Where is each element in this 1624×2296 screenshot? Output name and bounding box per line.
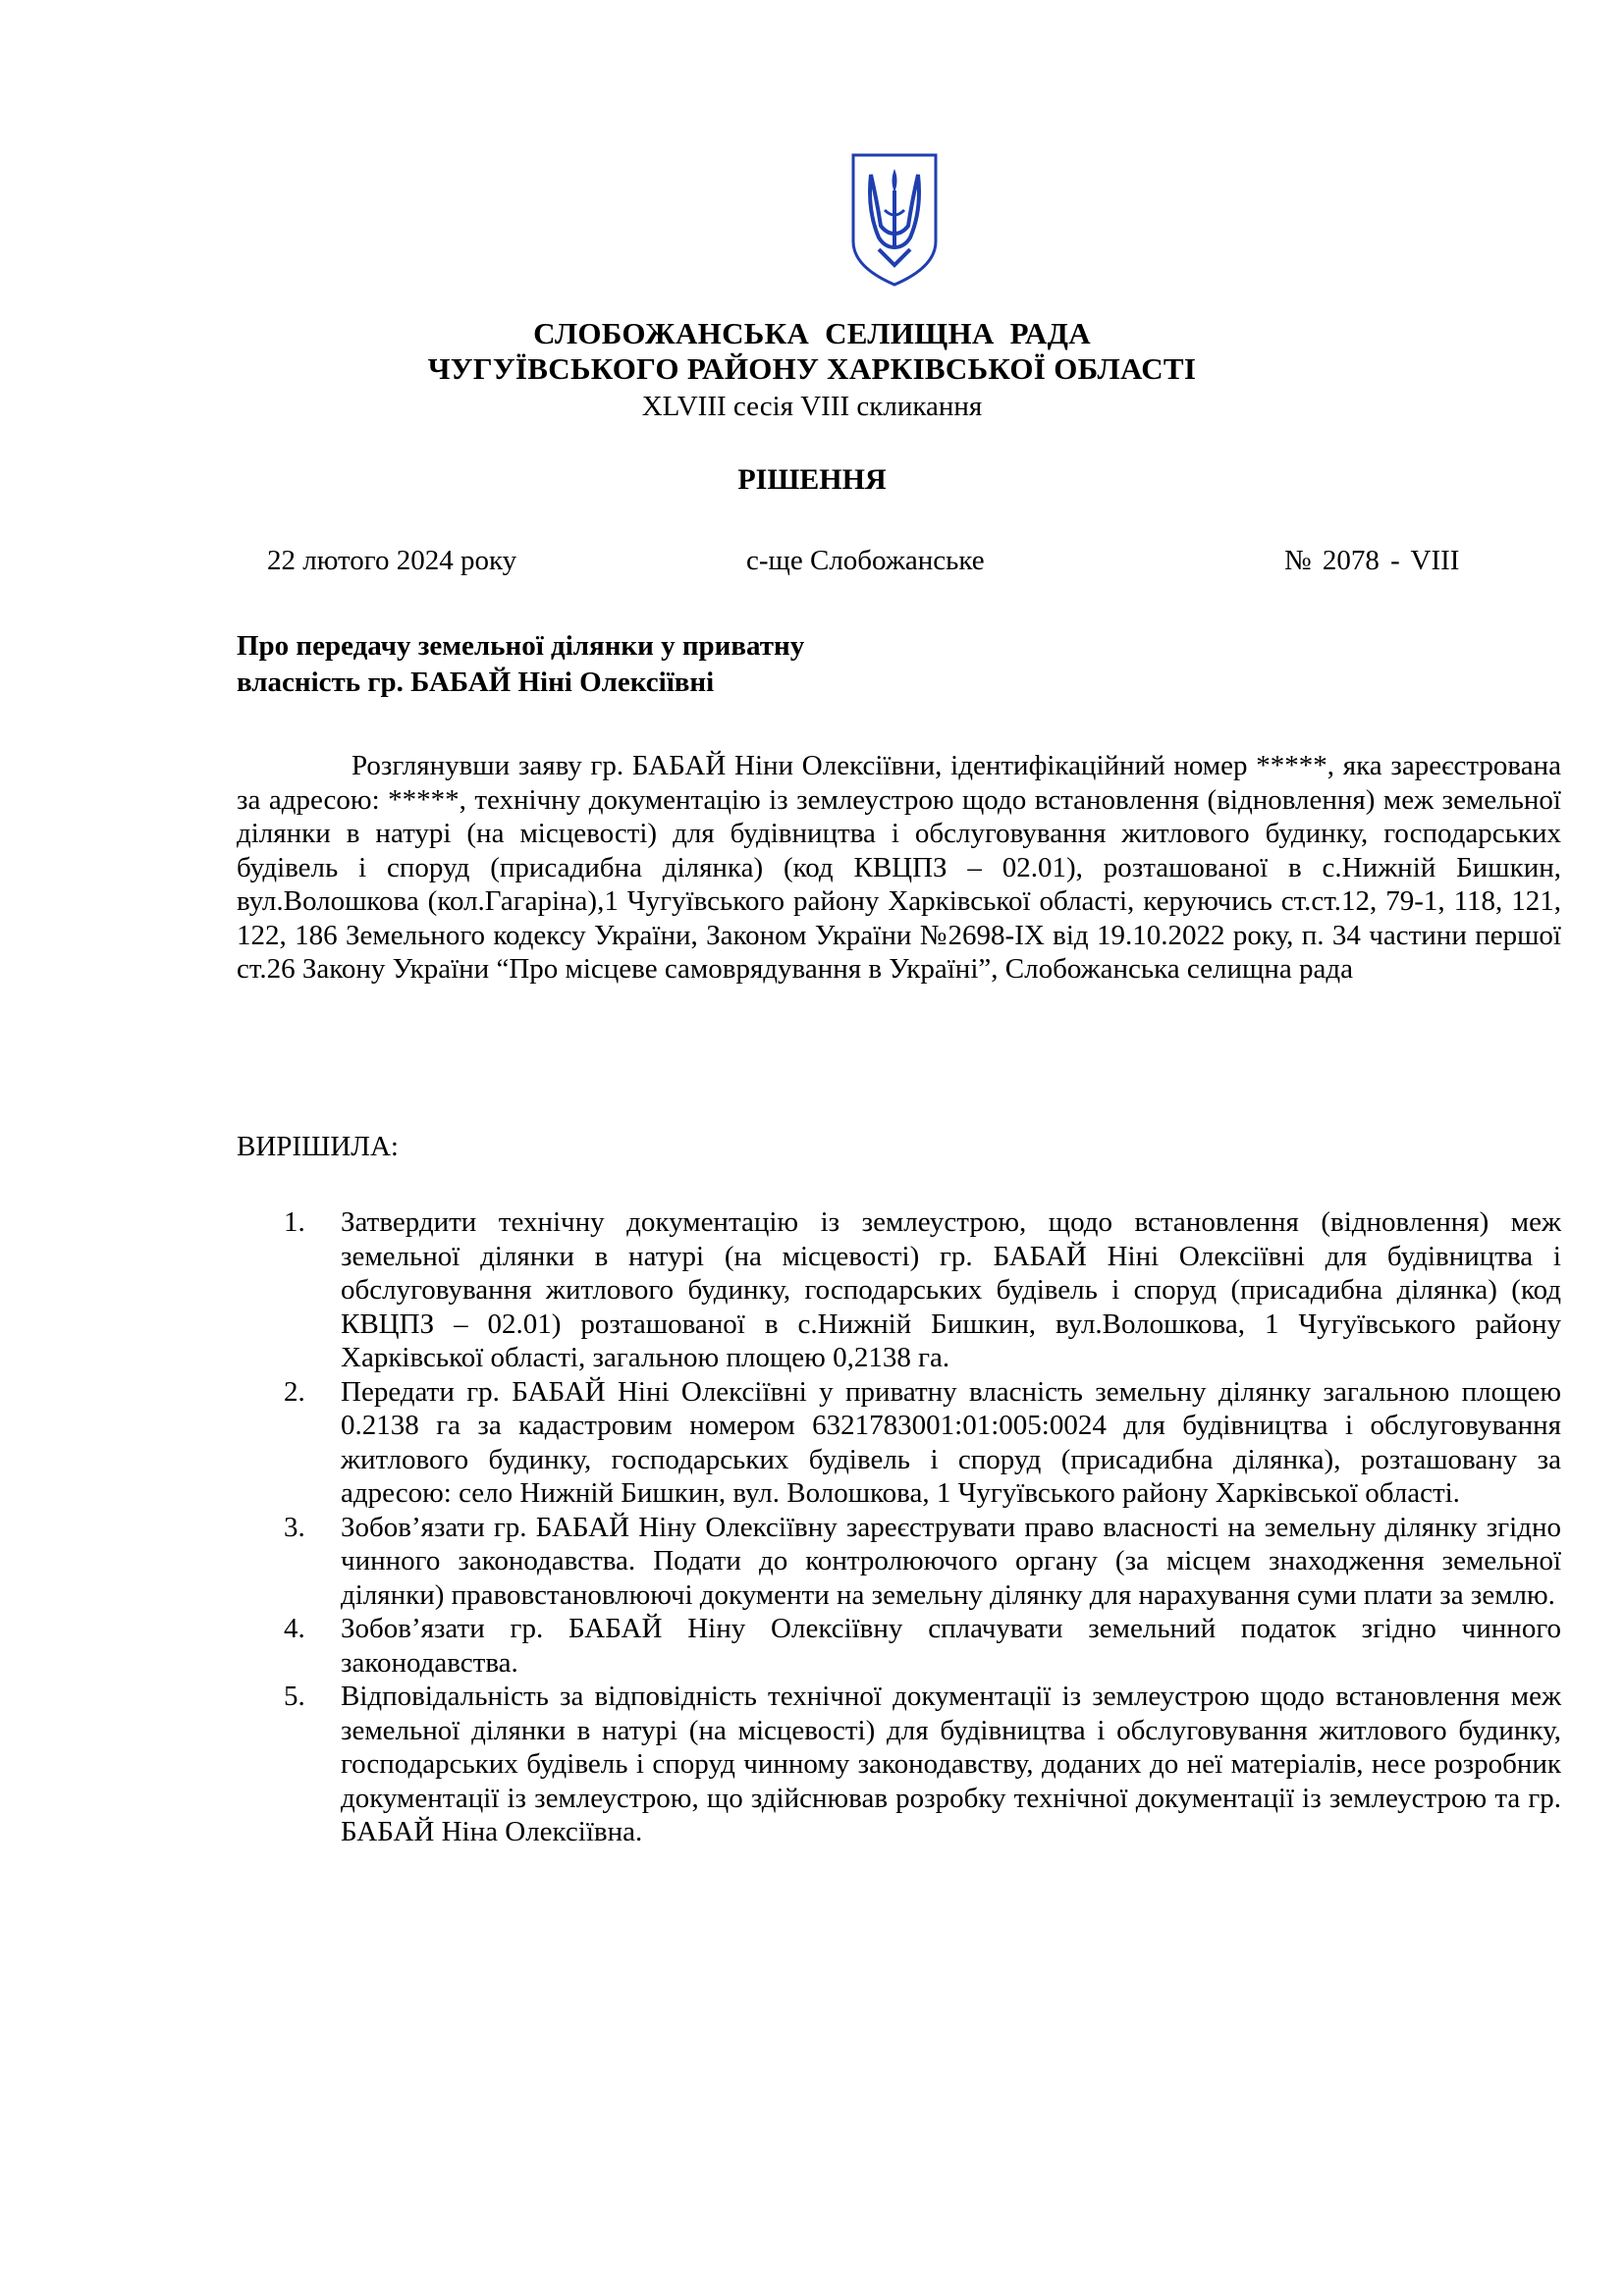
decision-number: № 2078 - VIII <box>1284 545 1460 576</box>
resolution-item <box>237 1205 1561 1375</box>
council-name: СЛОБОЖАНСЬКА СЕЛИЩНА РАДА <box>533 316 1091 350</box>
item-text: Відповідальність за відповідність технічної документації із землеустрою щодо встановлення меж земельної ділянки в натурі (на місцевості) для будівництва і обслуговування житлового будинку, господарських будівель і споруд чинному законодавству, доданих до неї матеріалів, несе розробник документації із землеустрою, що здійснював розробку технічної документації із землеустрою та гр. БАБАЙ Ніна Олексіївна. <box>341 1681 1561 1847</box>
resolution-items <box>237 1205 1561 1849</box>
trident-coat-of-arms-icon <box>849 151 940 289</box>
item-text: Зобов’язати гр. БАБАЙ Ніну Олексіївну зареєструвати право власності на земельну ділянку згідно чинного законодавства. Подати до контролюючого органу (за місцем знаходження земельної ділянки) правовстановлюючі документи на земельну ділянку для нарахування суми плати за землю. <box>341 1511 1561 1611</box>
preamble-paragraph: Розглянувши заяву гр. БАБАЙ Ніни Олексіївни, ідентифікаційний номер *****, яка зареєстрована за адресою: *****, технічну документацію із землеустрою щодо встановлення (відновлення) меж земельної ділянки в натурі (на місцевості) для будівництва і обслуговування житлового будинку, господарських будівель і споруд (присадибна ділянка) (код КВЦПЗ – 02.01), розташованої в с.Нижній Бишкин, вул.Волошкова (кол.Гагаріна),1 Чугуївського району Харківської області, керуючись ст.ст.12, 79-1, 118, 121, 122, 186 Земельного кодексу України, Законом України №2698-ІХ від 19.10.2022 року, п. 34 частини першої ст.26 Закону України “Про місцеве самоврядування в Україні”, Слобожанська селищна рада <box>237 750 1561 985</box>
item-text: Передати гр. БАБАЙ Ніні Олексіївні у приватну власність земельну ділянку загальною площею 0.2138 га за кадастровим номером 6321783001:01:005:0024 для будівництва і обслуговування житлового будинку, господарських будівель і споруд (присадибна ділянка), розташовану за адресою: село Нижній Бишкин, вул. Волошкова, 1 Чугуївського району Харківської області. <box>341 1375 1561 1509</box>
session-info: XLVIII сесія VIII скликання <box>641 391 983 422</box>
subject-line: власність гр. БАБАЙ Ніні Олексіївні <box>237 667 715 698</box>
item-number: 3. <box>284 1511 305 1543</box>
resolved-label: ВИРІШИЛА: <box>237 1131 399 1162</box>
item-number: 1. <box>284 1206 305 1238</box>
resolution-item <box>237 1511 1561 1613</box>
resolution-item <box>237 1680 1561 1849</box>
decision-date: 22 лютого 2024 року <box>267 545 517 576</box>
decision-place: с-ще Слобожанське <box>746 545 985 576</box>
item-number: 4. <box>284 1613 305 1644</box>
item-number: 5. <box>284 1681 305 1712</box>
council-district: ЧУГУЇВСЬКОГО РАЙОНУ ХАРКІВСЬКОЇ ОБЛАСТІ <box>427 351 1197 386</box>
item-text: Зобов’язати гр. БАБАЙ Ніну Олексіївну сплачувати земельний податок згідно чинного законодавства. <box>341 1613 1561 1679</box>
item-text: Затвердити технічну документацію із землеустрою, щодо встановлення (відновлення) меж земельної ділянки в натурі (на місцевості) гр. БАБАЙ Ніні Олексіївні для будівництва і обслуговування житлового будинку, господарських будівель і споруд (присадибна ділянка) (код КВЦПЗ – 02.01) розташованої в с.Нижній Бишкин, вул.Волошкова, 1 Чугуївського району Харківської області, загальною площею 0,2138 га. <box>341 1206 1561 1373</box>
item-number: 2. <box>284 1375 305 1408</box>
resolution-item <box>237 1375 1561 1511</box>
resolution-item <box>237 1612 1561 1680</box>
subject-line: Про передачу земельної ділянки у приватну <box>237 630 805 662</box>
document-title: РІШЕННЯ <box>737 463 887 496</box>
decision-subject <box>237 628 804 701</box>
